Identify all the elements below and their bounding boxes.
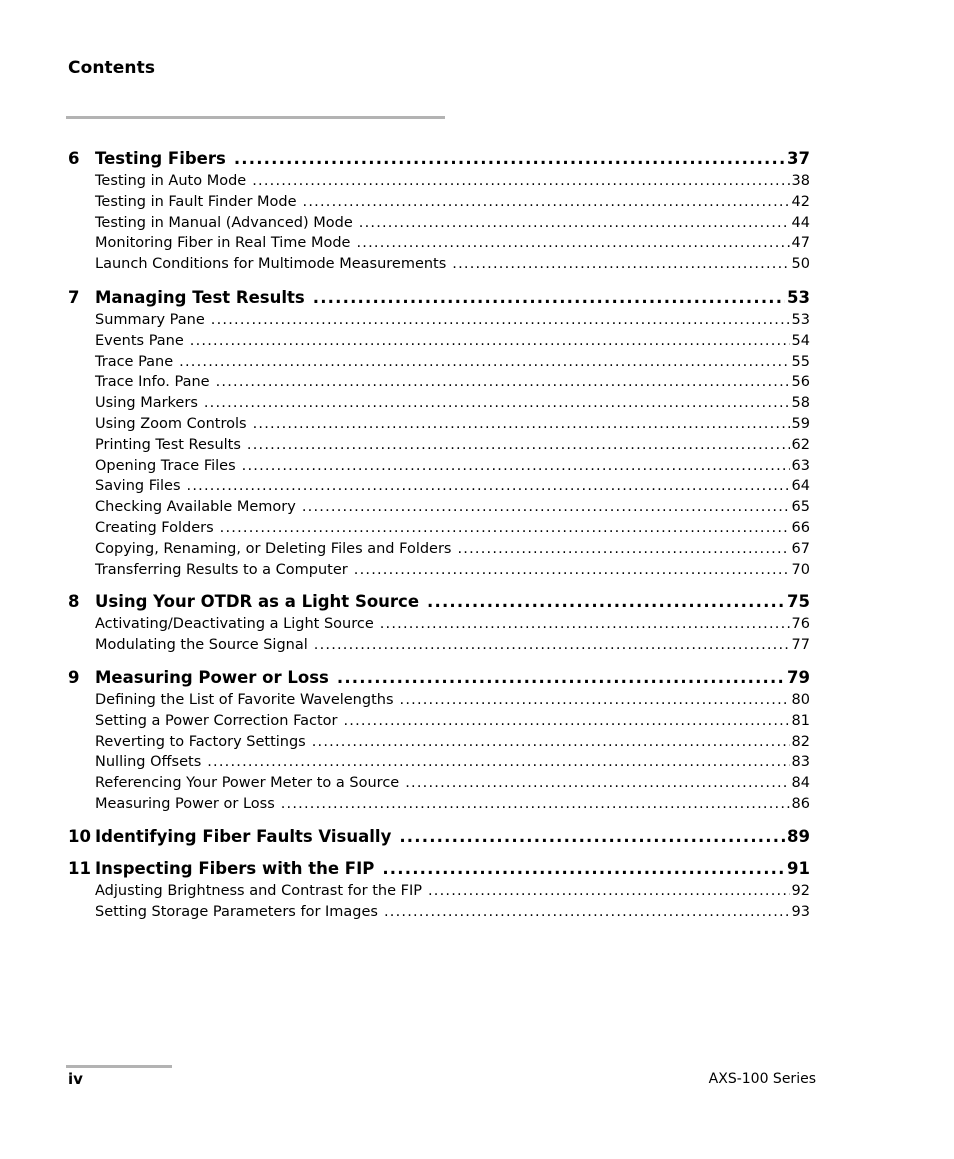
section-page-number: 80 <box>791 692 810 708</box>
toc-section-entry[interactable] <box>68 520 810 540</box>
toc-section-entry[interactable] <box>68 312 810 332</box>
dot-leader <box>220 520 790 536</box>
dot-leader <box>190 333 790 349</box>
toc-section-entry[interactable] <box>68 796 810 816</box>
section-title: Opening Trace Files <box>95 457 236 474</box>
chapter-title: Measuring Power or Loss <box>95 668 329 687</box>
section-title: Defining the List of Favorite Wavelengths <box>95 692 394 708</box>
dot-leader <box>405 775 789 791</box>
section-page-number: 66 <box>791 520 810 536</box>
section-page-number: 50 <box>791 256 810 273</box>
page-title: Contents <box>68 58 156 78</box>
section-page-number: 64 <box>791 478 810 495</box>
toc-section-entry[interactable] <box>68 354 810 374</box>
toc-section-entry[interactable] <box>68 883 810 903</box>
toc-section-entry[interactable] <box>68 235 810 255</box>
chapter-title: Identifying Fiber Faults Visually <box>95 827 392 846</box>
section-title: Checking Available Memory <box>95 499 296 516</box>
toc-section-entry[interactable] <box>68 904 810 924</box>
dot-leader <box>302 499 790 515</box>
chapter-title: Testing Fibers <box>95 149 226 168</box>
toc-section-entry[interactable] <box>68 478 810 498</box>
chapter-page-number: 37 <box>787 149 810 168</box>
header-rule <box>66 116 445 119</box>
toc-chapter-entry[interactable] <box>68 592 810 614</box>
toc-section-entry[interactable] <box>68 499 810 519</box>
section-title: Using Zoom Controls <box>95 416 247 432</box>
chapter-number: 10 <box>68 827 91 846</box>
chapter-page-number: 91 <box>787 859 810 878</box>
section-title: Copying, Renaming, or Deleting Files and Folders <box>95 540 452 557</box>
section-page-number: 92 <box>791 883 810 899</box>
toc-section-entry[interactable] <box>68 194 810 214</box>
section-page-number: 63 <box>791 457 810 474</box>
section-page-number: 38 <box>791 173 810 189</box>
section-title: Trace Info. Pane <box>95 374 210 391</box>
dot-leader <box>428 883 790 899</box>
dot-leader <box>187 478 790 494</box>
section-title: Monitoring Fiber in Real Time Mode <box>95 235 351 252</box>
toc-section-entry[interactable] <box>68 374 810 394</box>
dot-leader <box>384 904 790 920</box>
dot-leader <box>359 215 790 231</box>
section-title: Nulling Offsets <box>95 754 202 771</box>
dot-leader <box>314 637 790 653</box>
dot-leader <box>252 173 789 189</box>
footer-page-number: iv <box>68 1070 83 1088</box>
footer-series: AXS-100 Series <box>708 1071 816 1087</box>
section-page-number: 56 <box>791 374 810 391</box>
dot-leader <box>179 354 789 370</box>
dot-leader <box>382 859 785 878</box>
dot-leader <box>312 734 790 750</box>
section-page-number: 42 <box>791 193 810 210</box>
dot-leader <box>427 592 785 611</box>
toc-chapter-entry[interactable] <box>68 149 810 171</box>
section-title: Printing Test Results <box>95 436 241 453</box>
chapter-title: Managing Test Results <box>95 288 305 307</box>
toc-section-entry[interactable] <box>68 256 810 276</box>
toc-section-entry[interactable] <box>68 637 810 657</box>
section-title: Testing in Auto Mode <box>95 173 247 189</box>
dot-leader <box>211 312 790 328</box>
toc-chapter-entry[interactable] <box>68 859 810 881</box>
section-page-number: 83 <box>791 754 810 771</box>
toc-section-entry[interactable] <box>68 692 810 712</box>
toc-section-entry[interactable] <box>68 215 810 235</box>
section-page-number: 67 <box>791 540 810 557</box>
chapter-page-number: 79 <box>787 668 810 687</box>
section-page-number: 81 <box>791 712 810 729</box>
chapter-number: 6 <box>68 149 80 168</box>
toc-chapter-entry[interactable] <box>68 668 810 690</box>
dot-leader <box>399 827 785 846</box>
section-title: Measuring Power or Loss <box>95 796 275 812</box>
dot-leader <box>216 374 790 390</box>
chapter-title: Inspecting Fibers with the FIP <box>95 859 375 878</box>
section-page-number: 54 <box>791 332 810 349</box>
toc-section-entry[interactable] <box>68 541 810 561</box>
section-page-number: 70 <box>791 561 810 578</box>
section-title: Summary Pane <box>95 312 205 328</box>
dot-leader <box>400 692 790 708</box>
dot-leader <box>356 235 789 251</box>
section-page-number: 82 <box>791 733 810 750</box>
toc-section-entry[interactable] <box>68 562 810 582</box>
toc-section-entry[interactable] <box>68 173 810 193</box>
toc-section-entry[interactable] <box>68 395 810 415</box>
section-page-number: 44 <box>791 214 810 231</box>
toc-section-entry[interactable] <box>68 616 810 636</box>
toc-section-entry[interactable] <box>68 458 810 478</box>
chapter-page-number: 89 <box>787 827 810 846</box>
chapter-page-number: 53 <box>787 288 810 307</box>
dot-leader <box>343 713 789 729</box>
toc-section-entry[interactable] <box>68 713 810 733</box>
dot-leader <box>281 796 790 812</box>
section-page-number: 62 <box>791 436 810 453</box>
section-title: Activating/Deactivating a Light Source <box>95 616 374 632</box>
toc-section-entry[interactable] <box>68 754 810 774</box>
section-title: Trace Pane <box>95 353 174 370</box>
section-title: Setting a Power Correction Factor <box>95 712 338 729</box>
section-title: Referencing Your Power Meter to a Source <box>95 775 400 792</box>
toc-chapter-entry[interactable] <box>68 288 810 310</box>
section-page-number: 77 <box>791 636 810 653</box>
section-page-number: 55 <box>791 353 810 370</box>
section-page-number: 93 <box>791 903 810 920</box>
dot-leader <box>303 194 790 210</box>
section-title: Saving Files <box>95 478 181 495</box>
section-title: Transferring Results to a Computer <box>95 561 348 578</box>
chapter-number: 11 <box>68 859 91 878</box>
dot-leader <box>457 541 789 557</box>
section-title: Creating Folders <box>95 520 214 536</box>
dot-leader <box>242 458 790 474</box>
dot-leader <box>204 395 790 411</box>
toc-chapter-entry[interactable] <box>68 827 810 849</box>
section-title: Modulating the Source Signal <box>95 636 308 653</box>
section-title: Reverting to Factory Settings <box>95 733 306 750</box>
toc-section-entry[interactable] <box>68 437 810 457</box>
section-title: Adjusting Brightness and Contrast for the FIP <box>95 883 422 899</box>
chapter-page-number: 75 <box>787 592 810 611</box>
chapter-number: 9 <box>68 668 80 687</box>
section-title: Testing in Fault Finder Mode <box>95 193 297 210</box>
dot-leader <box>452 256 789 272</box>
dot-leader <box>234 149 785 168</box>
dot-leader <box>247 437 790 453</box>
section-page-number: 76 <box>791 616 810 632</box>
section-page-number: 53 <box>791 312 810 328</box>
chapter-number: 8 <box>68 592 80 611</box>
dot-leader <box>313 288 785 307</box>
section-page-number: 59 <box>791 416 810 432</box>
section-page-number: 65 <box>791 499 810 516</box>
dot-leader <box>337 668 785 687</box>
toc-section-entry[interactable] <box>68 333 810 353</box>
section-page-number: 86 <box>791 796 810 812</box>
section-title: Setting Storage Parameters for Images <box>95 903 378 920</box>
dot-leader <box>207 754 789 770</box>
section-title: Testing in Manual (Advanced) Mode <box>95 214 353 231</box>
section-title: Using Markers <box>95 395 198 412</box>
section-page-number: 58 <box>791 395 810 412</box>
footer-rule <box>66 1065 172 1068</box>
dot-leader <box>380 616 790 632</box>
section-page-number: 47 <box>791 235 810 252</box>
toc-section-entry[interactable] <box>68 775 810 795</box>
toc-section-entry[interactable] <box>68 416 810 436</box>
chapter-title: Using Your OTDR as a Light Source <box>95 592 420 611</box>
section-title: Events Pane <box>95 332 184 349</box>
section-title: Launch Conditions for Multimode Measurements <box>95 256 447 273</box>
chapter-number: 7 <box>68 288 80 307</box>
section-page-number: 84 <box>791 775 810 792</box>
dot-leader <box>253 416 790 432</box>
dot-leader <box>354 562 790 578</box>
toc-section-entry[interactable] <box>68 734 810 754</box>
